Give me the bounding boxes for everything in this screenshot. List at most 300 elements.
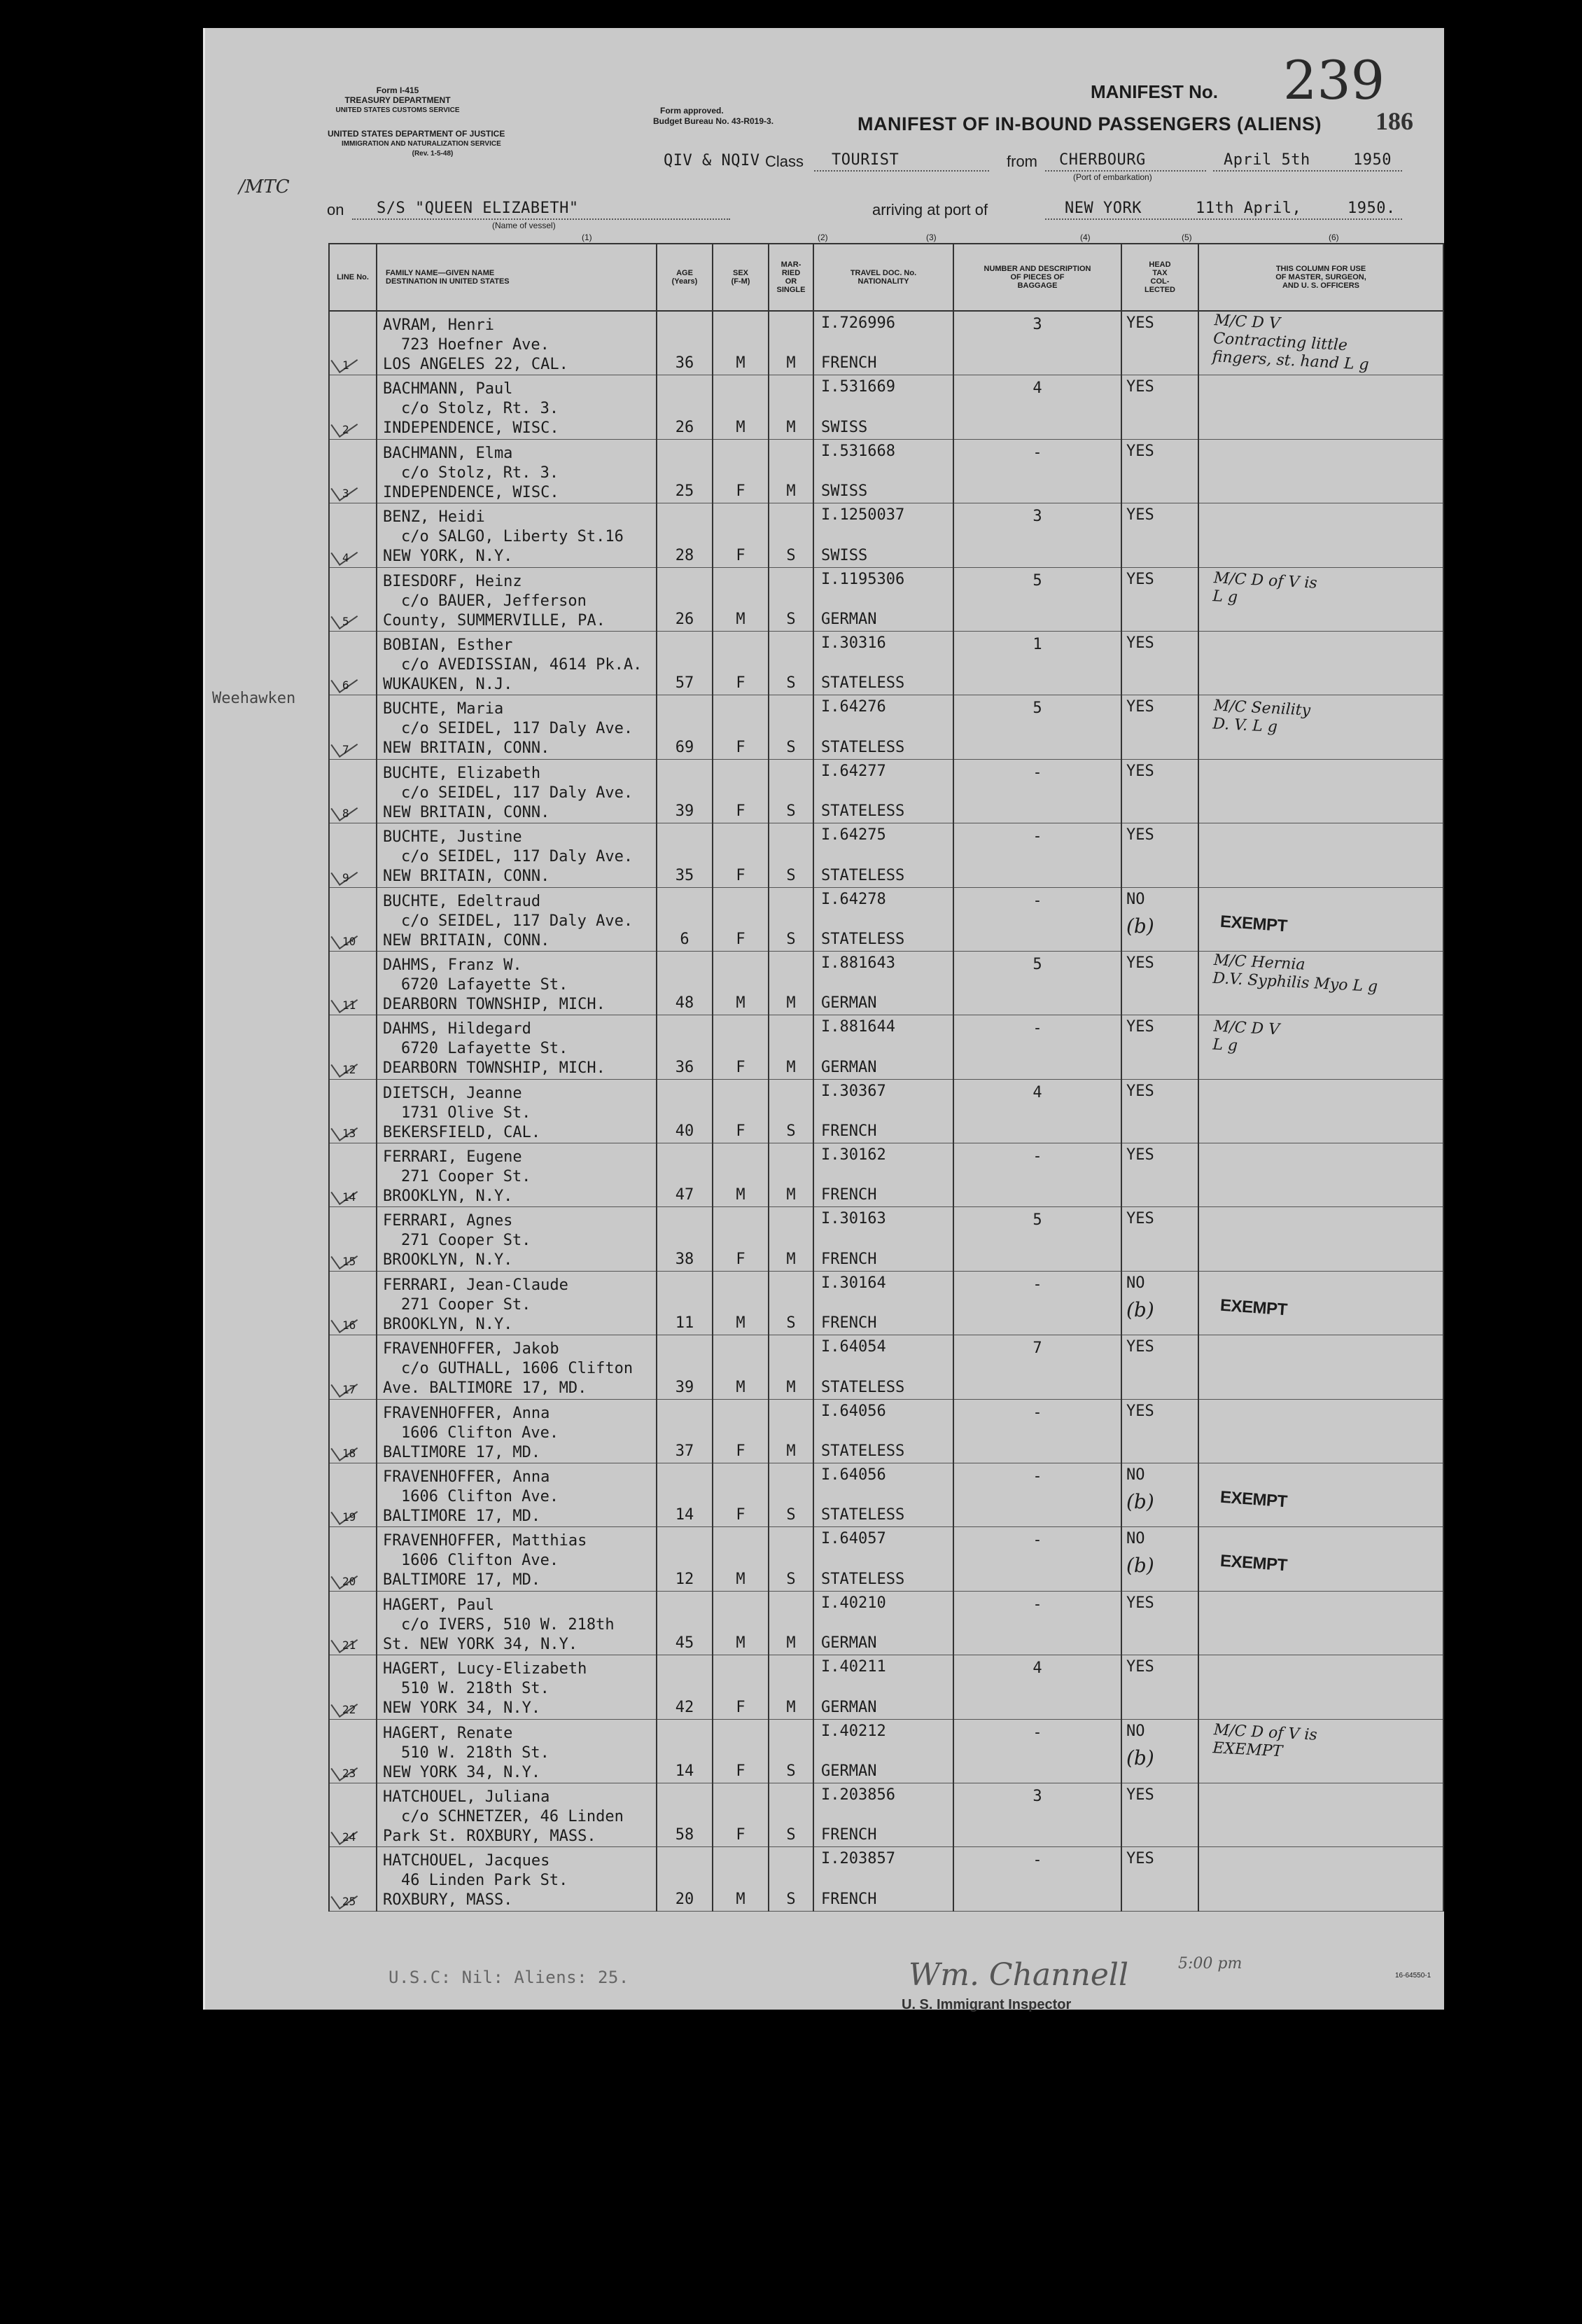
baggage-count: 3 — [1032, 508, 1042, 526]
sex-cell — [713, 1335, 769, 1399]
passenger-address: c/o GUTHALL, 1606 Clifton — [401, 1360, 634, 1378]
arriving-label: arriving at port of — [872, 201, 988, 218]
travel-doc-number: I.881644 — [821, 1018, 895, 1036]
sex-cell — [713, 1527, 769, 1591]
travel-doc-number: I.881643 — [821, 954, 895, 972]
marital-cell — [769, 1079, 813, 1143]
marital-cell — [769, 1015, 813, 1079]
name-cell — [377, 1783, 657, 1846]
passenger-address: 6720 Lafayette St. — [401, 975, 568, 994]
name-cell — [377, 439, 657, 503]
baggage-cell — [953, 1335, 1121, 1399]
travel-doc-cell — [813, 1335, 953, 1399]
baggage-count: 3 — [1032, 316, 1042, 333]
marital-cell — [769, 823, 813, 887]
remarks-cell — [1198, 1079, 1443, 1143]
line-number: 5 — [342, 614, 349, 628]
travel-doc-cell — [813, 631, 953, 695]
baggage-count: - — [1032, 1723, 1042, 1741]
sex-value: F — [736, 866, 746, 884]
justice-dept: UNITED STATES DEPARTMENT OF JUSTICE — [328, 129, 505, 139]
name-cell — [377, 1207, 657, 1271]
name-cell — [377, 695, 657, 759]
inspector-label: U. S. Immigrant Inspector — [902, 1997, 1072, 2012]
baggage-count: 3 — [1032, 1787, 1042, 1805]
sex-cell — [713, 1271, 769, 1335]
passenger-name: BACHMANN, Paul — [383, 380, 513, 398]
line-cell — [329, 1847, 377, 1911]
head-tax-value: YES — [1126, 1850, 1154, 1868]
table-row — [329, 311, 1443, 375]
passenger-address: c/o AVEDISSIAN, 4614 Pk.A. — [401, 655, 643, 674]
head-tax-value: YES — [1126, 442, 1154, 460]
line-cell — [329, 951, 377, 1015]
sex-value: F — [736, 1250, 746, 1268]
marital-value: S — [786, 802, 796, 821]
marital-cell — [769, 1399, 813, 1463]
remarks-cell — [1198, 951, 1443, 1015]
line-cell — [329, 759, 377, 823]
age-cell — [657, 951, 713, 1015]
nationality: GERMAN — [821, 610, 877, 628]
marital-value: S — [786, 1570, 796, 1588]
travel-doc-cell — [813, 375, 953, 439]
baggage-count: 7 — [1032, 1340, 1042, 1358]
from-label: from — [1007, 153, 1037, 170]
sex-cell — [713, 1847, 769, 1911]
head-tax-cell — [1121, 1207, 1198, 1271]
baggage-count: 4 — [1032, 380, 1042, 398]
marital-cell — [769, 695, 813, 759]
passenger-destination: NEW YORK 34, N.Y. — [383, 1763, 541, 1781]
passenger-address: 510 W. 218th St. — [401, 1680, 550, 1698]
form-number: Form I-415 — [376, 85, 419, 95]
passenger-name: BOBIAN, Esther — [383, 636, 513, 654]
passenger-destination: BEKERSFIELD, CAL. — [383, 1123, 541, 1141]
sex-cell — [713, 311, 769, 375]
passenger-destination: BALTIMORE 17, MD. — [383, 1571, 541, 1589]
line-number: 10 — [342, 934, 356, 948]
head-tax-value: YES — [1126, 378, 1154, 396]
table-row — [329, 1591, 1443, 1655]
marital-cell — [769, 1719, 813, 1783]
line-cell — [329, 311, 377, 375]
marital-value: M — [786, 1250, 796, 1268]
line-cell — [329, 1079, 377, 1143]
baggage-count: - — [1032, 443, 1042, 461]
marital-value: M — [786, 1634, 796, 1652]
sex-value: M — [736, 1378, 746, 1396]
table-row — [329, 439, 1443, 503]
age-cell — [657, 1335, 713, 1399]
remarks-cell — [1198, 759, 1443, 823]
passenger-destination: BALTIMORE 17, MD. — [383, 1443, 541, 1461]
baggage-cell — [953, 1207, 1121, 1271]
age-cell — [657, 503, 713, 567]
vessel-note: (Name of vessel) — [492, 221, 556, 230]
header-head-tax: HEAD TAX COL- LECTED — [1121, 244, 1198, 311]
line-cell — [329, 1719, 377, 1783]
age-value: 48 — [675, 994, 694, 1013]
passenger-destination: INDEPENDENCE, WISC. — [383, 483, 559, 501]
baggage-count: - — [1032, 1595, 1042, 1613]
treasury-dept: TREASURY DEPARTMENT — [344, 95, 451, 105]
line-cell — [329, 567, 377, 631]
head-tax-cell — [1121, 1655, 1198, 1719]
marital-value: S — [786, 866, 796, 884]
marital-cell — [769, 759, 813, 823]
line-number: 15 — [342, 1254, 356, 1268]
passenger-name: HAGERT, Renate — [383, 1724, 513, 1742]
nationality: FRENCH — [821, 1826, 877, 1844]
passenger-name: FRAVENHOFFER, Anna — [383, 1468, 550, 1487]
line-cell — [329, 1463, 377, 1527]
name-cell — [377, 1079, 657, 1143]
age-cell — [657, 1271, 713, 1335]
head-tax-value: YES — [1126, 698, 1154, 716]
table-row — [329, 695, 1443, 759]
head-tax-value: NO — [1126, 1530, 1145, 1548]
age-value: 11 — [675, 1314, 694, 1333]
baggage-cell — [953, 695, 1121, 759]
line-cell — [329, 503, 377, 567]
travel-doc-cell — [813, 1015, 953, 1079]
name-cell — [377, 503, 657, 567]
age-value: 6 — [680, 930, 690, 948]
age-cell — [657, 1783, 713, 1846]
passenger-address: c/o IVERS, 510 W. 218th — [401, 1615, 615, 1634]
passenger-rows — [329, 311, 1443, 1911]
travel-doc-number: I.1250037 — [821, 506, 905, 524]
head-tax-value: YES — [1126, 1786, 1154, 1804]
travel-doc-cell — [813, 1143, 953, 1207]
sex-cell — [713, 1079, 769, 1143]
sex-value: F — [736, 482, 746, 501]
travel-doc-cell — [813, 887, 953, 951]
age-value: 26 — [675, 610, 694, 628]
passenger-address: 1606 Clifton Ave. — [401, 1488, 559, 1506]
passenger-name: DIETSCH, Jeanne — [383, 1084, 522, 1102]
col-num-3: (3) — [926, 232, 937, 242]
head-tax-cell — [1121, 759, 1198, 823]
age-cell — [657, 1399, 713, 1463]
travel-doc-number: I.30316 — [821, 634, 886, 652]
departure-date: April 5th — [1224, 151, 1310, 169]
baggage-count: - — [1032, 1851, 1042, 1870]
head-tax-value: NO — [1126, 890, 1145, 908]
marital-value: S — [786, 674, 796, 693]
age-value: 28 — [675, 546, 694, 564]
sex-value: M — [736, 418, 746, 436]
nationality: STATELESS — [821, 1442, 905, 1461]
table-row — [329, 1079, 1443, 1143]
baggage-cell — [953, 1143, 1121, 1207]
age-value: 38 — [675, 1250, 694, 1268]
sex-value: F — [736, 674, 746, 693]
table-row — [329, 1847, 1443, 1911]
remarks-cell — [1198, 1207, 1443, 1271]
sex-cell — [713, 375, 769, 439]
line-cell — [329, 1527, 377, 1591]
marital-cell — [769, 1847, 813, 1911]
sex-cell — [713, 631, 769, 695]
table-row — [329, 951, 1443, 1015]
baggage-count: 5 — [1032, 700, 1042, 718]
name-cell — [377, 311, 657, 375]
line-cell — [329, 1399, 377, 1463]
header-name: FAMILY NAME—GIVEN NAME DESTINATION IN UNITED STATES — [377, 244, 657, 311]
name-cell — [377, 759, 657, 823]
nationality: FRENCH — [821, 1250, 877, 1268]
age-cell — [657, 1015, 713, 1079]
passenger-destination: St. NEW YORK 34, N.Y. — [383, 1635, 578, 1653]
passenger-address: c/o Stolz, Rt. 3. — [401, 464, 559, 482]
remarks-cell — [1198, 439, 1443, 503]
name-cell — [377, 1591, 657, 1655]
officer-remark: M/C D of V is L g — [1212, 569, 1318, 606]
passenger-name: BUCHTE, Maria — [383, 700, 504, 718]
remarks-cell — [1198, 1719, 1443, 1783]
remarks-cell — [1198, 1847, 1443, 1911]
line-cell — [329, 887, 377, 951]
head-tax-exemption: (b) — [1126, 1554, 1154, 1578]
table-row — [329, 1527, 1443, 1591]
baggage-count: 5 — [1032, 571, 1042, 590]
name-cell — [377, 1399, 657, 1463]
line-cell — [329, 1591, 377, 1655]
travel-doc-cell — [813, 1655, 953, 1719]
head-tax-exemption: (b) — [1126, 1746, 1154, 1769]
table-row — [329, 1399, 1443, 1463]
marital-value: S — [786, 610, 796, 628]
officer-remark: M/C D V L g — [1212, 1017, 1280, 1055]
age-value: 57 — [675, 674, 694, 693]
line-number: 13 — [342, 1127, 356, 1141]
passenger-destination: County, SUMMERVILLE, PA. — [383, 611, 606, 629]
table-row — [329, 1335, 1443, 1399]
travel-doc-number: I.1195306 — [821, 570, 905, 588]
passenger-address: c/o SEIDEL, 117 Daly Ave. — [401, 912, 634, 930]
baggage-count: - — [1032, 828, 1042, 846]
passenger-address: 1606 Clifton Ave. — [401, 1424, 559, 1442]
col-num-5: (5) — [1182, 232, 1192, 242]
nationality: STATELESS — [821, 802, 905, 821]
col-num-6: (6) — [1329, 232, 1339, 242]
marital-cell — [769, 887, 813, 951]
travel-doc-cell — [813, 823, 953, 887]
remarks-cell — [1198, 823, 1443, 887]
sex-value: F — [736, 738, 746, 756]
name-cell — [377, 1463, 657, 1527]
name-cell — [377, 1271, 657, 1335]
remarks-cell — [1198, 1463, 1443, 1527]
travel-doc-number: I.30367 — [821, 1082, 886, 1100]
travel-doc-number: I.203857 — [821, 1850, 895, 1868]
remarks-cell — [1198, 1271, 1443, 1335]
head-tax-value: YES — [1126, 1402, 1154, 1420]
nationality: STATELESS — [821, 1570, 905, 1588]
head-tax-value: YES — [1126, 506, 1154, 524]
line-cell — [329, 1143, 377, 1207]
age-value: 12 — [675, 1570, 694, 1588]
line-cell — [329, 1015, 377, 1079]
budget-bureau: Budget Bureau No. 43-R019-3. — [653, 116, 774, 126]
sex-cell — [713, 1399, 769, 1463]
line-cell — [329, 1207, 377, 1271]
travel-doc-number: I.64057 — [821, 1530, 886, 1548]
sex-cell — [713, 1143, 769, 1207]
age-cell — [657, 1719, 713, 1783]
age-value: 20 — [675, 1890, 694, 1908]
sex-value: F — [736, 1058, 746, 1076]
passenger-name: BIESDORF, Heinz — [383, 572, 522, 590]
from-value: CHERBOURG — [1059, 151, 1146, 169]
baggage-cell — [953, 1655, 1121, 1719]
marital-value: S — [786, 930, 796, 948]
marital-value: M — [786, 1378, 796, 1396]
sex-cell — [713, 1591, 769, 1655]
revision-date: (Rev. 1-5-48) — [412, 150, 454, 158]
line-number: 3 — [342, 487, 349, 501]
head-tax-cell — [1121, 503, 1198, 567]
age-value: 37 — [675, 1442, 694, 1461]
head-tax-cell — [1121, 951, 1198, 1015]
line-number: 7 — [342, 742, 349, 756]
baggage-count: - — [1032, 1148, 1042, 1166]
age-value: 39 — [675, 802, 694, 821]
baggage-count: 4 — [1032, 1659, 1042, 1678]
baggage-cell — [953, 1527, 1121, 1591]
marital-value: S — [786, 1890, 796, 1908]
passenger-destination: NEW BRITAIN, CONN. — [383, 739, 550, 758]
name-cell — [377, 951, 657, 1015]
head-tax-value: YES — [1126, 1338, 1154, 1356]
passenger-name: HATCHOUEL, Juliana — [383, 1788, 550, 1806]
sex-cell — [713, 887, 769, 951]
head-tax-value: YES — [1126, 314, 1154, 332]
nationality: GERMAN — [821, 1762, 877, 1780]
passenger-name: BUCHTE, Edeltraud — [383, 892, 541, 910]
inspector-signature: Wm. Channell — [909, 1957, 1129, 1993]
passenger-destination: Park St. ROXBURY, MASS. — [383, 1827, 596, 1845]
remarks-cell — [1198, 631, 1443, 695]
sex-cell — [713, 1719, 769, 1783]
sex-cell — [713, 823, 769, 887]
table-row — [329, 567, 1443, 631]
head-tax-value: NO — [1126, 1274, 1145, 1292]
name-cell — [377, 1015, 657, 1079]
passenger-address: 6720 Lafayette St. — [401, 1040, 568, 1058]
line-number: 22 — [342, 1702, 356, 1716]
head-tax-value: YES — [1126, 1146, 1154, 1164]
passenger-name: BUCHTE, Elizabeth — [383, 764, 541, 782]
baggage-cell — [953, 951, 1121, 1015]
head-tax-exemption: (b) — [1126, 1490, 1154, 1514]
baggage-cell — [953, 1591, 1121, 1655]
line-cell — [329, 695, 377, 759]
baggage-cell — [953, 311, 1121, 375]
sex-value: M — [736, 1890, 746, 1908]
passenger-name: BENZ, Heidi — [383, 508, 485, 527]
head-tax-cell — [1121, 1399, 1198, 1463]
baggage-count: - — [1032, 1468, 1042, 1486]
travel-doc-cell — [813, 1847, 953, 1911]
baggage-cell — [953, 375, 1121, 439]
age-cell — [657, 1207, 713, 1271]
nationality: GERMAN — [821, 1058, 877, 1076]
age-value: 36 — [675, 354, 694, 373]
sex-value: F — [736, 930, 746, 948]
remarks-cell — [1198, 1143, 1443, 1207]
passenger-name: DAHMS, Hildegard — [383, 1020, 531, 1038]
head-tax-exemption: (b) — [1126, 914, 1154, 938]
travel-doc-number: I.531669 — [821, 378, 895, 396]
travel-doc-cell — [813, 1783, 953, 1846]
sex-cell — [713, 1783, 769, 1846]
sex-value: M — [736, 1570, 746, 1588]
baggage-count: 1 — [1032, 635, 1042, 653]
travel-doc-number: I.30163 — [821, 1210, 886, 1228]
line-cell — [329, 375, 377, 439]
footer-summary: U.S.C: Nil: Aliens: 25. — [388, 1968, 629, 1987]
baggage-cell — [953, 439, 1121, 503]
passenger-name: DAHMS, Franz W. — [383, 956, 522, 974]
marital-cell — [769, 631, 813, 695]
baggage-count: - — [1032, 1531, 1042, 1550]
sex-value: M — [736, 1186, 746, 1204]
manifest-no-value: 239 — [1283, 49, 1385, 111]
marital-cell — [769, 567, 813, 631]
line-cell — [329, 823, 377, 887]
head-tax-cell — [1121, 1591, 1198, 1655]
travel-doc-cell — [813, 951, 953, 1015]
table-row — [329, 1655, 1443, 1719]
age-cell — [657, 1591, 713, 1655]
passenger-destination: NEW BRITAIN, CONN. — [383, 868, 550, 886]
print-code: 16-64550-1 — [1395, 1972, 1432, 1979]
nationality: SWISS — [821, 482, 868, 501]
baggage-cell — [953, 1847, 1121, 1911]
baggage-cell — [953, 503, 1121, 567]
baggage-cell — [953, 1271, 1121, 1335]
head-tax-cell — [1121, 631, 1198, 695]
age-cell — [657, 439, 713, 503]
age-cell — [657, 1847, 713, 1911]
marital-cell — [769, 1143, 813, 1207]
remarks-cell — [1198, 1335, 1443, 1399]
passenger-table — [328, 243, 1444, 1912]
head-tax-cell — [1121, 1079, 1198, 1143]
sex-cell — [713, 759, 769, 823]
manifest-page — [203, 28, 1444, 2010]
nationality: STATELESS — [821, 674, 905, 693]
age-cell — [657, 1655, 713, 1719]
head-tax-cell — [1121, 695, 1198, 759]
baggage-count: - — [1032, 891, 1042, 910]
sex-value: F — [736, 1442, 746, 1461]
line-number: 16 — [342, 1318, 356, 1333]
marital-cell — [769, 1271, 813, 1335]
vessel-name: S/S "QUEEN ELIZABETH" — [377, 200, 579, 217]
baggage-count: 5 — [1032, 1211, 1042, 1230]
travel-doc-cell — [813, 1527, 953, 1591]
marital-value: S — [786, 1314, 796, 1333]
baggage-count: - — [1032, 1020, 1042, 1038]
passenger-address: c/o SEIDEL, 117 Daly Ave. — [401, 848, 634, 866]
table-row — [329, 1015, 1443, 1079]
age-cell — [657, 823, 713, 887]
class-label: Class — [765, 153, 804, 170]
